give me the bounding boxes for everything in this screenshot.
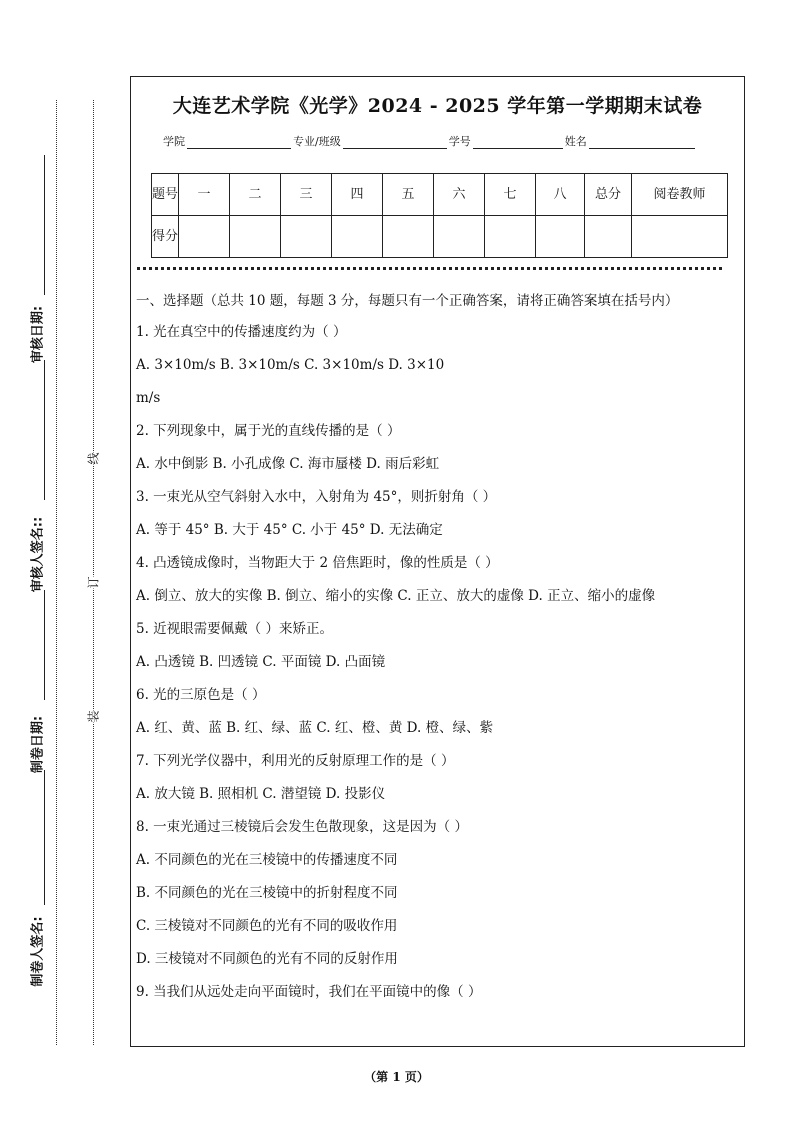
row-label-tihao: 题号 bbox=[152, 174, 179, 216]
setter-date-label: 制卷日期: bbox=[27, 714, 46, 775]
col-4: 四 bbox=[332, 174, 383, 216]
setter-date-blank bbox=[44, 590, 45, 700]
review-date-label: 审核日期: bbox=[27, 304, 46, 365]
student-info-row bbox=[163, 133, 697, 149]
question-5: 5. 近视眼需要佩戴（ ）来矫正。 bbox=[136, 621, 333, 637]
dotted-separator bbox=[137, 267, 722, 270]
col-2: 二 bbox=[230, 174, 281, 216]
question-8-option-d: D. 三棱镜对不同颜色的光有不同的反射作用 bbox=[136, 951, 398, 967]
question-6-options: A. 红、黄、蓝 B. 红、绿、蓝 C. 红、橙、黄 D. 橙、绿、紫 bbox=[136, 720, 494, 736]
score-cell[interactable] bbox=[434, 216, 485, 258]
question-2: 2. 下列现象中，属于光的直线传播的是（ ） bbox=[136, 423, 401, 439]
question-4: 4. 凸透镜成像时，当物距大于 2 倍焦距时，像的性质是（ ） bbox=[136, 555, 499, 571]
score-cell[interactable] bbox=[179, 216, 230, 258]
setter-sign-label: 制卷人签名: bbox=[27, 914, 46, 988]
col-7: 七 bbox=[485, 174, 536, 216]
binding-mark-xian: 线 bbox=[83, 452, 104, 464]
question-5-options: A. 凸透镜 B. 凹透镜 C. 平面镜 D. 凸面镜 bbox=[136, 654, 386, 670]
binding-dotted-line-left bbox=[56, 100, 57, 1045]
major-field[interactable] bbox=[343, 136, 447, 149]
page-number: （第 1 页） bbox=[364, 1070, 429, 1084]
col-3: 三 bbox=[281, 174, 332, 216]
question-1-options-cont: m/s bbox=[136, 390, 161, 406]
score-cell[interactable] bbox=[281, 216, 332, 258]
setter-sign-blank bbox=[44, 770, 45, 905]
score-cell[interactable] bbox=[536, 216, 585, 258]
question-8-option-c: C. 三棱镜对不同颜色的光有不同的吸收作用 bbox=[136, 918, 398, 934]
question-1: 1. 光在真空中的传播速度约为（ ） bbox=[136, 324, 347, 340]
exam-content bbox=[136, 291, 740, 1015]
row-label-defen: 得分 bbox=[152, 216, 179, 258]
question-8-option-a: A. 不同颜色的光在三棱镜中的传播速度不同 bbox=[136, 852, 398, 868]
col-5: 五 bbox=[383, 174, 434, 216]
col-6: 六 bbox=[434, 174, 485, 216]
grader-cell[interactable] bbox=[632, 216, 728, 258]
score-cell[interactable] bbox=[485, 216, 536, 258]
college-field[interactable] bbox=[187, 136, 291, 149]
question-7: 7. 下列光学仪器中，利用光的反射原理工作的是（ ） bbox=[136, 753, 455, 769]
section-heading: 一、选择题（总共 10 题，每题 3 分，每题只有一个正确答案，请将正确答案填在括号内） bbox=[136, 293, 679, 309]
col-total: 总分 bbox=[585, 174, 632, 216]
question-3: 3. 一束光从空气斜射入水中，入射角为 45°，则折射角（ ） bbox=[136, 489, 497, 505]
college-label: 学院 bbox=[163, 135, 185, 148]
score-table bbox=[151, 173, 728, 258]
exam-frame bbox=[130, 76, 745, 1047]
score-table-header-row bbox=[152, 174, 728, 216]
score-cell[interactable] bbox=[585, 216, 632, 258]
question-4-options: A. 倒立、放大的实像 B. 倒立、缩小的实像 C. 正立、放大的虚像 D. 正立、缩小的虚像 bbox=[136, 588, 656, 604]
name-label: 姓名 bbox=[564, 135, 587, 148]
question-7-options: A. 放大镜 B. 照相机 C. 潜望镜 D. 投影仪 bbox=[136, 786, 386, 802]
exam-title: 大连艺术学院《光学》2024 - 2025 学年第一学期期末试卷 bbox=[172, 95, 703, 117]
review-date-blank bbox=[44, 155, 45, 295]
col-1: 一 bbox=[179, 174, 230, 216]
question-9: 9. 当我们从远处走向平面镜时，我们在平面镜中的像（ ） bbox=[136, 984, 482, 1000]
score-cell[interactable] bbox=[230, 216, 281, 258]
binding-dotted-line-right bbox=[93, 100, 94, 1045]
name-field[interactable] bbox=[589, 136, 695, 149]
question-8: 8. 一束光通过三棱镜后会发生色散现象，这是因为（ ） bbox=[136, 819, 468, 835]
score-table-score-row bbox=[152, 216, 728, 258]
score-cell[interactable] bbox=[332, 216, 383, 258]
question-1-options: A. 3×10m/s B. 3×10m/s C. 3×10m/s D. 3×10 bbox=[136, 357, 445, 373]
question-6: 6. 光的三原色是（ ） bbox=[136, 687, 266, 703]
reviewer-sign-blank bbox=[44, 360, 45, 500]
student-id-field[interactable] bbox=[473, 136, 563, 149]
student-id-label: 学号 bbox=[448, 135, 471, 148]
major-label: 专业/班级 bbox=[293, 135, 341, 148]
question-8-option-b: B. 不同颜色的光在三棱镜中的折射程度不同 bbox=[136, 885, 398, 901]
binding-mark-ding: 订 bbox=[83, 576, 104, 588]
reviewer-sign-label: 审核人签名:: bbox=[27, 515, 46, 594]
col-grader: 阅卷教师 bbox=[632, 174, 728, 216]
score-cell[interactable] bbox=[383, 216, 434, 258]
col-8: 八 bbox=[536, 174, 585, 216]
question-3-options: A. 等于 45° B. 大于 45° C. 小于 45° D. 无法确定 bbox=[136, 522, 443, 538]
binding-mark-zhuang: 装 bbox=[83, 710, 104, 722]
question-2-options: A. 水中倒影 B. 小孔成像 C. 海市蜃楼 D. 雨后彩虹 bbox=[136, 456, 440, 472]
